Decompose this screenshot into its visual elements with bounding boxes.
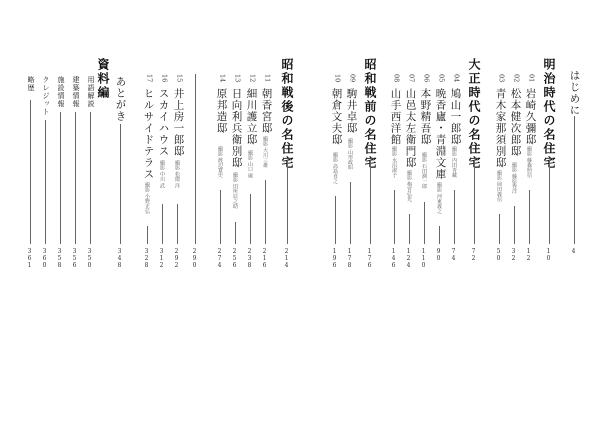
section-heading-showa-prewar: 昭和戦前の名住宅 <box>363 58 377 170</box>
entry-photographer: 撮影 中川 武 <box>159 160 165 189</box>
entry-photographer: 撮影 小野正弘 <box>144 182 150 214</box>
section-page-showa-prewar: 176 <box>366 248 373 269</box>
entry-page: 238 <box>246 248 253 269</box>
entry-number: 17 <box>145 74 154 83</box>
leader-line <box>287 160 288 244</box>
entry-number: 14 <box>218 74 227 83</box>
leader-line <box>409 214 410 244</box>
resource-page: 356 <box>71 248 78 269</box>
entry-title: 山手西洋館 <box>389 88 402 146</box>
entry-title: 朝香宮邸 <box>260 88 273 134</box>
entry-photographer: 撮影 髙島直之 <box>332 152 338 184</box>
entry-photographer: 撮影 内田青藏 <box>451 146 457 178</box>
entry-page: 256 <box>231 248 238 269</box>
leader-line <box>574 116 575 244</box>
entry-page: 50 <box>495 248 502 262</box>
section-page-taisho: 72 <box>470 248 477 262</box>
entry-number: 12 <box>248 74 257 83</box>
resource-page: 350 <box>86 248 93 269</box>
resource-title: 施設情報 <box>57 76 65 108</box>
entry-photographer: 撮影 水沼淑子 <box>391 146 397 178</box>
entry-number: 09 <box>348 74 357 83</box>
entry-photographer: 撮影 松隈 洋 <box>174 160 180 189</box>
entry-page: 90 <box>435 248 442 262</box>
entry-title: スカイハウス <box>157 88 170 157</box>
section-heading-resources: 資料編 <box>96 58 110 100</box>
section-heading-meiji: 明治時代の名住宅 <box>542 58 556 170</box>
entry-title: 日向利兵衛別邸 <box>230 88 243 169</box>
resource-page: 358 <box>56 248 63 269</box>
entry-title: 細川護立邸 <box>245 88 258 146</box>
leader-line <box>30 100 31 244</box>
entry-page: 32 <box>510 248 517 262</box>
entry-title: 井上房一郎邸 <box>172 88 185 157</box>
leader-line <box>45 120 46 244</box>
toc-title-afterword: あとがき <box>114 76 127 122</box>
entry-number: 15 <box>175 74 184 83</box>
leader-line <box>220 190 221 244</box>
entry-title: 本野精吾邸 <box>419 88 432 146</box>
leader-line <box>514 206 515 244</box>
resource-page: 361 <box>26 248 33 269</box>
leader-line <box>439 226 440 244</box>
entry-photographer: 撮影 石田潤一郎 <box>421 152 427 189</box>
leader-line <box>90 112 91 244</box>
toc-title-intro: はじめに <box>568 70 581 116</box>
toc-page-afterword: 348 <box>116 248 123 269</box>
leader-line <box>350 182 351 244</box>
entry-page: 274 <box>216 248 223 269</box>
leader-line <box>195 74 196 244</box>
entry-title: 鳩山一郎邸 <box>449 88 462 146</box>
entry-title: ヒルサイドテラス <box>142 88 155 180</box>
entry-photographer: 撮影 藤原秀洋 <box>511 162 517 194</box>
entry-page: 110 <box>420 248 427 269</box>
leader-line <box>250 194 251 244</box>
entry-page: 178 <box>346 248 353 269</box>
entry-number: 13 <box>233 74 242 83</box>
leader-line <box>394 190 395 244</box>
entry-page: 74 <box>450 248 457 262</box>
resource-title: 建築情報 <box>72 76 80 108</box>
entry-page: 328 <box>143 248 150 269</box>
entry-title: 山邑太左衛門邸 <box>404 88 417 169</box>
entry-page: 292 <box>173 248 180 269</box>
section-page-showa-postwar-2: 290 <box>191 248 198 269</box>
section-page-meiji: 10 <box>545 248 552 262</box>
leader-line <box>454 190 455 244</box>
entry-photographer: 撮影 岡田義信 <box>496 170 502 202</box>
toc-page-intro: 4 <box>570 248 577 255</box>
entry-title: 駒井卓邸 <box>345 88 358 134</box>
section-page-showa-postwar: 214 <box>283 248 290 269</box>
entry-title: 岩崎久彌邸 <box>524 88 537 146</box>
section-heading-taisho: 大正時代の名住宅 <box>467 58 481 170</box>
entry-photographer: 撮影 渡辺寛史 <box>217 146 223 178</box>
entry-photographer: 撮影 田所辰之助 <box>232 172 238 209</box>
leader-line <box>370 160 371 244</box>
entry-photographer: 撮影 河東義之 <box>436 182 442 214</box>
entry-title: 朝倉文夫邸 <box>330 88 343 146</box>
entry-photographer: 撮影 山形政昭 <box>347 138 353 170</box>
entry-title: 晩香廬・青淵文庫 <box>434 88 447 180</box>
leader-line <box>549 160 550 244</box>
entry-page: 312 <box>158 248 165 269</box>
leader-line <box>60 112 61 244</box>
section-heading-showa-postwar: 昭和戦後の名住宅 <box>280 58 294 170</box>
entry-page: 146 <box>390 248 397 269</box>
entry-number: 08 <box>392 74 401 83</box>
entry-page: 216 <box>261 248 268 269</box>
entry-photographer: 撮影 藤森照信 <box>526 146 532 178</box>
entry-page: 12 <box>525 248 532 262</box>
leader-line <box>499 214 500 244</box>
leader-line <box>177 204 178 244</box>
resource-title: クレジット <box>42 76 50 116</box>
entry-number: 16 <box>160 74 169 83</box>
entry-number: 05 <box>437 74 446 83</box>
leader-line <box>529 190 530 244</box>
resource-title: 略歴 <box>27 76 35 92</box>
entry-title: 青木家那須別邸 <box>494 88 507 169</box>
entry-photographer: 撮影 梅宮弘光 <box>406 170 412 202</box>
leader-line <box>162 204 163 244</box>
entry-number: 11 <box>263 74 272 83</box>
leader-line <box>474 160 475 244</box>
entry-page: 196 <box>331 248 338 269</box>
leader-line <box>120 124 121 244</box>
leader-line <box>335 196 336 244</box>
entry-number: 07 <box>407 74 416 83</box>
resource-title: 用語解説 <box>87 76 95 108</box>
leader-line <box>75 112 76 244</box>
entry-number: 06 <box>422 74 431 83</box>
resource-page: 360 <box>41 248 48 269</box>
leader-line <box>147 226 148 244</box>
entry-page: 124 <box>405 248 412 269</box>
entry-number: 04 <box>452 74 461 83</box>
entry-title: 原邦造邸 <box>215 88 228 134</box>
leader-line <box>235 222 236 244</box>
leader-line <box>265 180 266 244</box>
entry-title: 松本健次郎邸 <box>509 88 522 157</box>
entry-number: 03 <box>497 74 506 83</box>
entry-number: 02 <box>512 74 521 83</box>
entry-number: 10 <box>333 74 342 83</box>
leader-line <box>424 202 425 244</box>
entry-photographer: 撮影 大川三雄 <box>262 136 268 168</box>
entry-number: 01 <box>527 74 536 83</box>
entry-photographer: 撮影 山口 廣 <box>247 150 253 179</box>
